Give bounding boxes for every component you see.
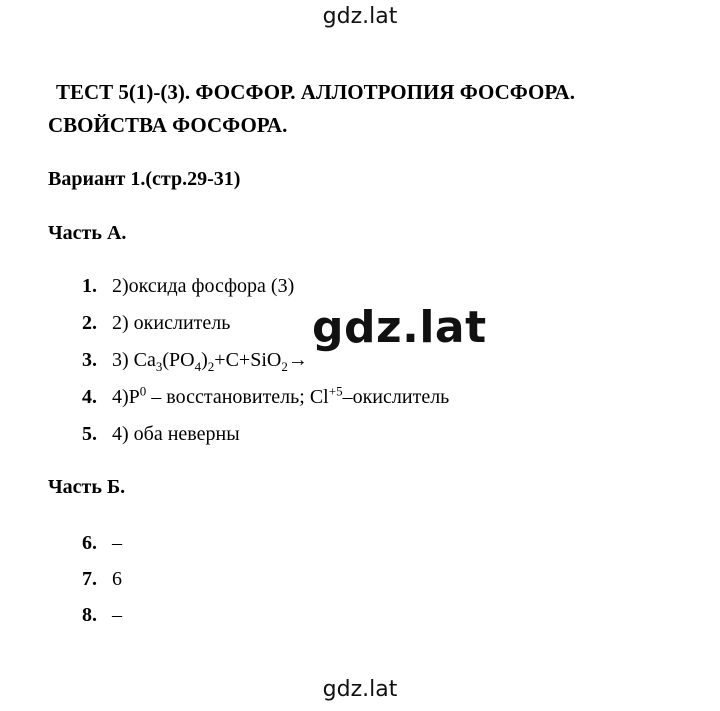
item-answer: 4) оба неверны — [112, 423, 240, 445]
watermark-top: gdz.lat — [322, 4, 398, 29]
title-line-1: ТЕСТ 5(1)-(3). ФОСФОР. АЛЛОТРОПИЯ ФОСФОРА. — [56, 80, 575, 104]
part-b-heading: Часть Б. — [48, 476, 126, 498]
item-number: 1. — [82, 275, 97, 297]
part-a-heading: Часть А. — [48, 222, 127, 244]
item-answer: 2)оксида фосфора (3) — [112, 275, 295, 297]
answer-item-6 — [82, 532, 122, 555]
answer-item-8 — [82, 604, 122, 627]
item-answer-formula: 3) $Ca_3(PO_4)_2+C+SiO_2\to$ — [112, 349, 308, 374]
item-number: 5. — [82, 423, 97, 445]
page-title — [48, 76, 688, 142]
title-line-2: СВОЙСТВА ФОСФОРА. — [48, 113, 288, 137]
watermark-bottom: gdz.lat — [322, 677, 398, 702]
item-number: 7. — [82, 568, 97, 590]
item-answer: 2) окислитель — [112, 312, 231, 334]
item-number: 4. — [82, 386, 97, 408]
variant-heading: Вариант 1.(стр.29-31) — [48, 168, 241, 190]
item-number: 6. — [82, 532, 97, 554]
item-number: 8. — [82, 604, 97, 626]
answer-item-5 — [82, 423, 240, 446]
item-answer: 6 — [112, 568, 122, 590]
item-answer-formula: $4)P^0$ – восстановитель; $Cl^{+5}$–окислитель — [112, 383, 450, 408]
watermark-center: gdz.lat — [312, 302, 487, 353]
answer-item-1 — [82, 275, 294, 298]
answer-item-4 — [82, 383, 450, 409]
answer-item-7 — [82, 568, 122, 591]
item-number: 3. — [82, 349, 97, 371]
item-answer: – — [112, 604, 122, 626]
item-number: 2. — [82, 312, 97, 334]
answer-item-2 — [82, 312, 230, 335]
item-answer: – — [112, 532, 122, 554]
answer-item-3 — [82, 349, 308, 372]
